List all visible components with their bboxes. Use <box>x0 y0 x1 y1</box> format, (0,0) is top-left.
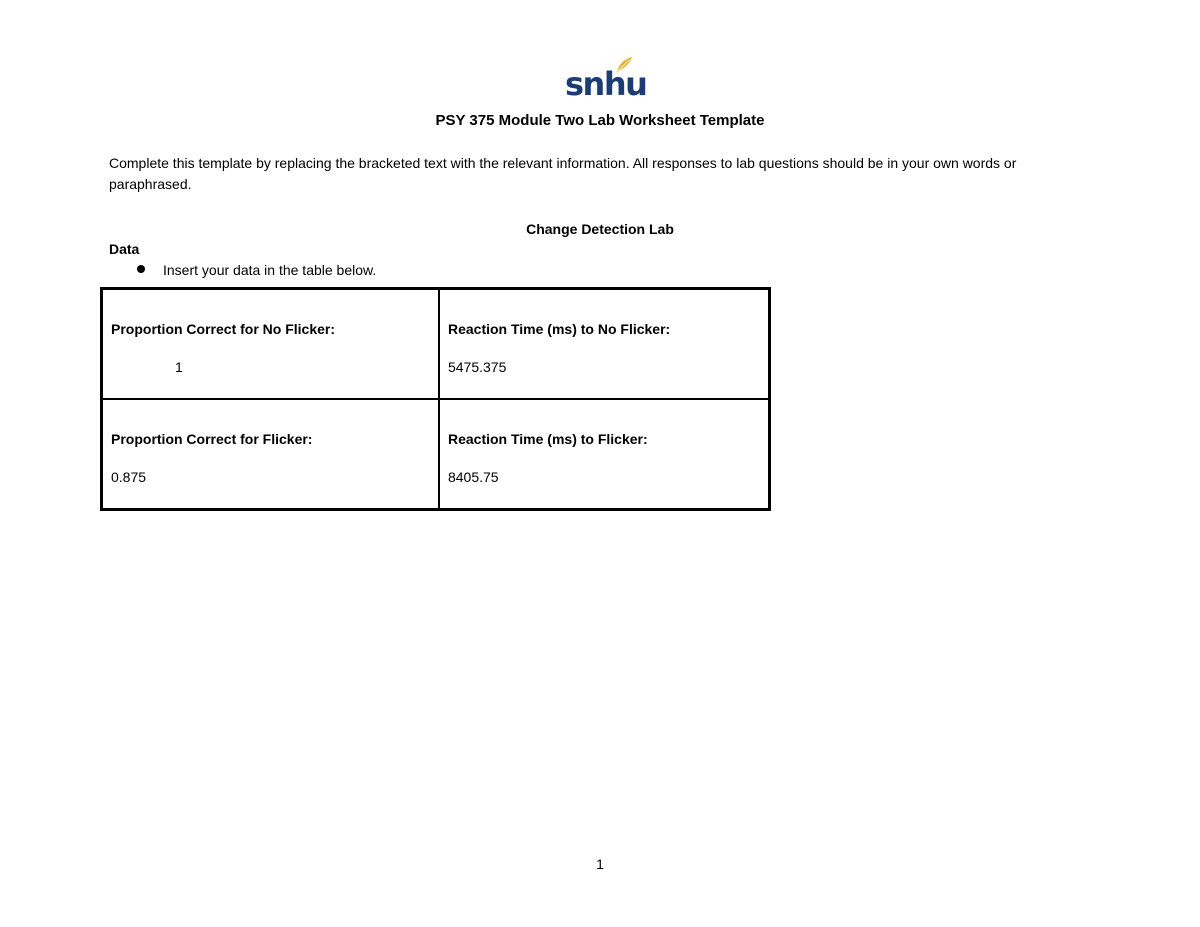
bullet-text: Insert your data in the table below. <box>163 262 377 278</box>
table-row <box>102 399 770 510</box>
table-cell <box>102 399 439 510</box>
document-title: PSY 375 Module Two Lab Worksheet Template <box>435 112 765 129</box>
cell-value-rt-no-flicker: 5475.375 <box>447 359 507 375</box>
bullet-icon <box>137 265 145 273</box>
cell-label-rt-flicker: Reaction Time (ms) to Flicker: <box>447 431 648 447</box>
table-cell <box>102 289 439 400</box>
data-table <box>100 287 771 511</box>
bullet-item <box>137 260 376 280</box>
data-heading: Data <box>109 241 140 257</box>
leaf-icon <box>615 56 633 74</box>
table-row <box>102 289 770 400</box>
instructions-text: Complete this template by replacing the bracketed text with the relevant information. All responses to lab questions should be in your own words or paraphrased. <box>109 155 1017 192</box>
table-cell <box>439 289 770 400</box>
cell-label-proportion-no-flicker: Proportion Correct for No Flicker: <box>111 321 336 337</box>
snhu-logo <box>565 56 647 103</box>
logo-text: snhu <box>565 65 647 103</box>
cell-label-rt-no-flicker: Reaction Time (ms) to No Flicker: <box>447 321 671 337</box>
cell-value-proportion-no-flicker: 1 <box>175 359 183 375</box>
cell-label-proportion-flicker: Proportion Correct for Flicker: <box>111 431 313 447</box>
table-cell <box>439 399 770 510</box>
cell-value-rt-flicker: 8405.75 <box>447 469 499 485</box>
page-number: 1 <box>596 856 604 872</box>
cell-value-proportion-flicker: 0.875 <box>111 469 147 485</box>
section-title: Change Detection Lab <box>526 221 674 237</box>
